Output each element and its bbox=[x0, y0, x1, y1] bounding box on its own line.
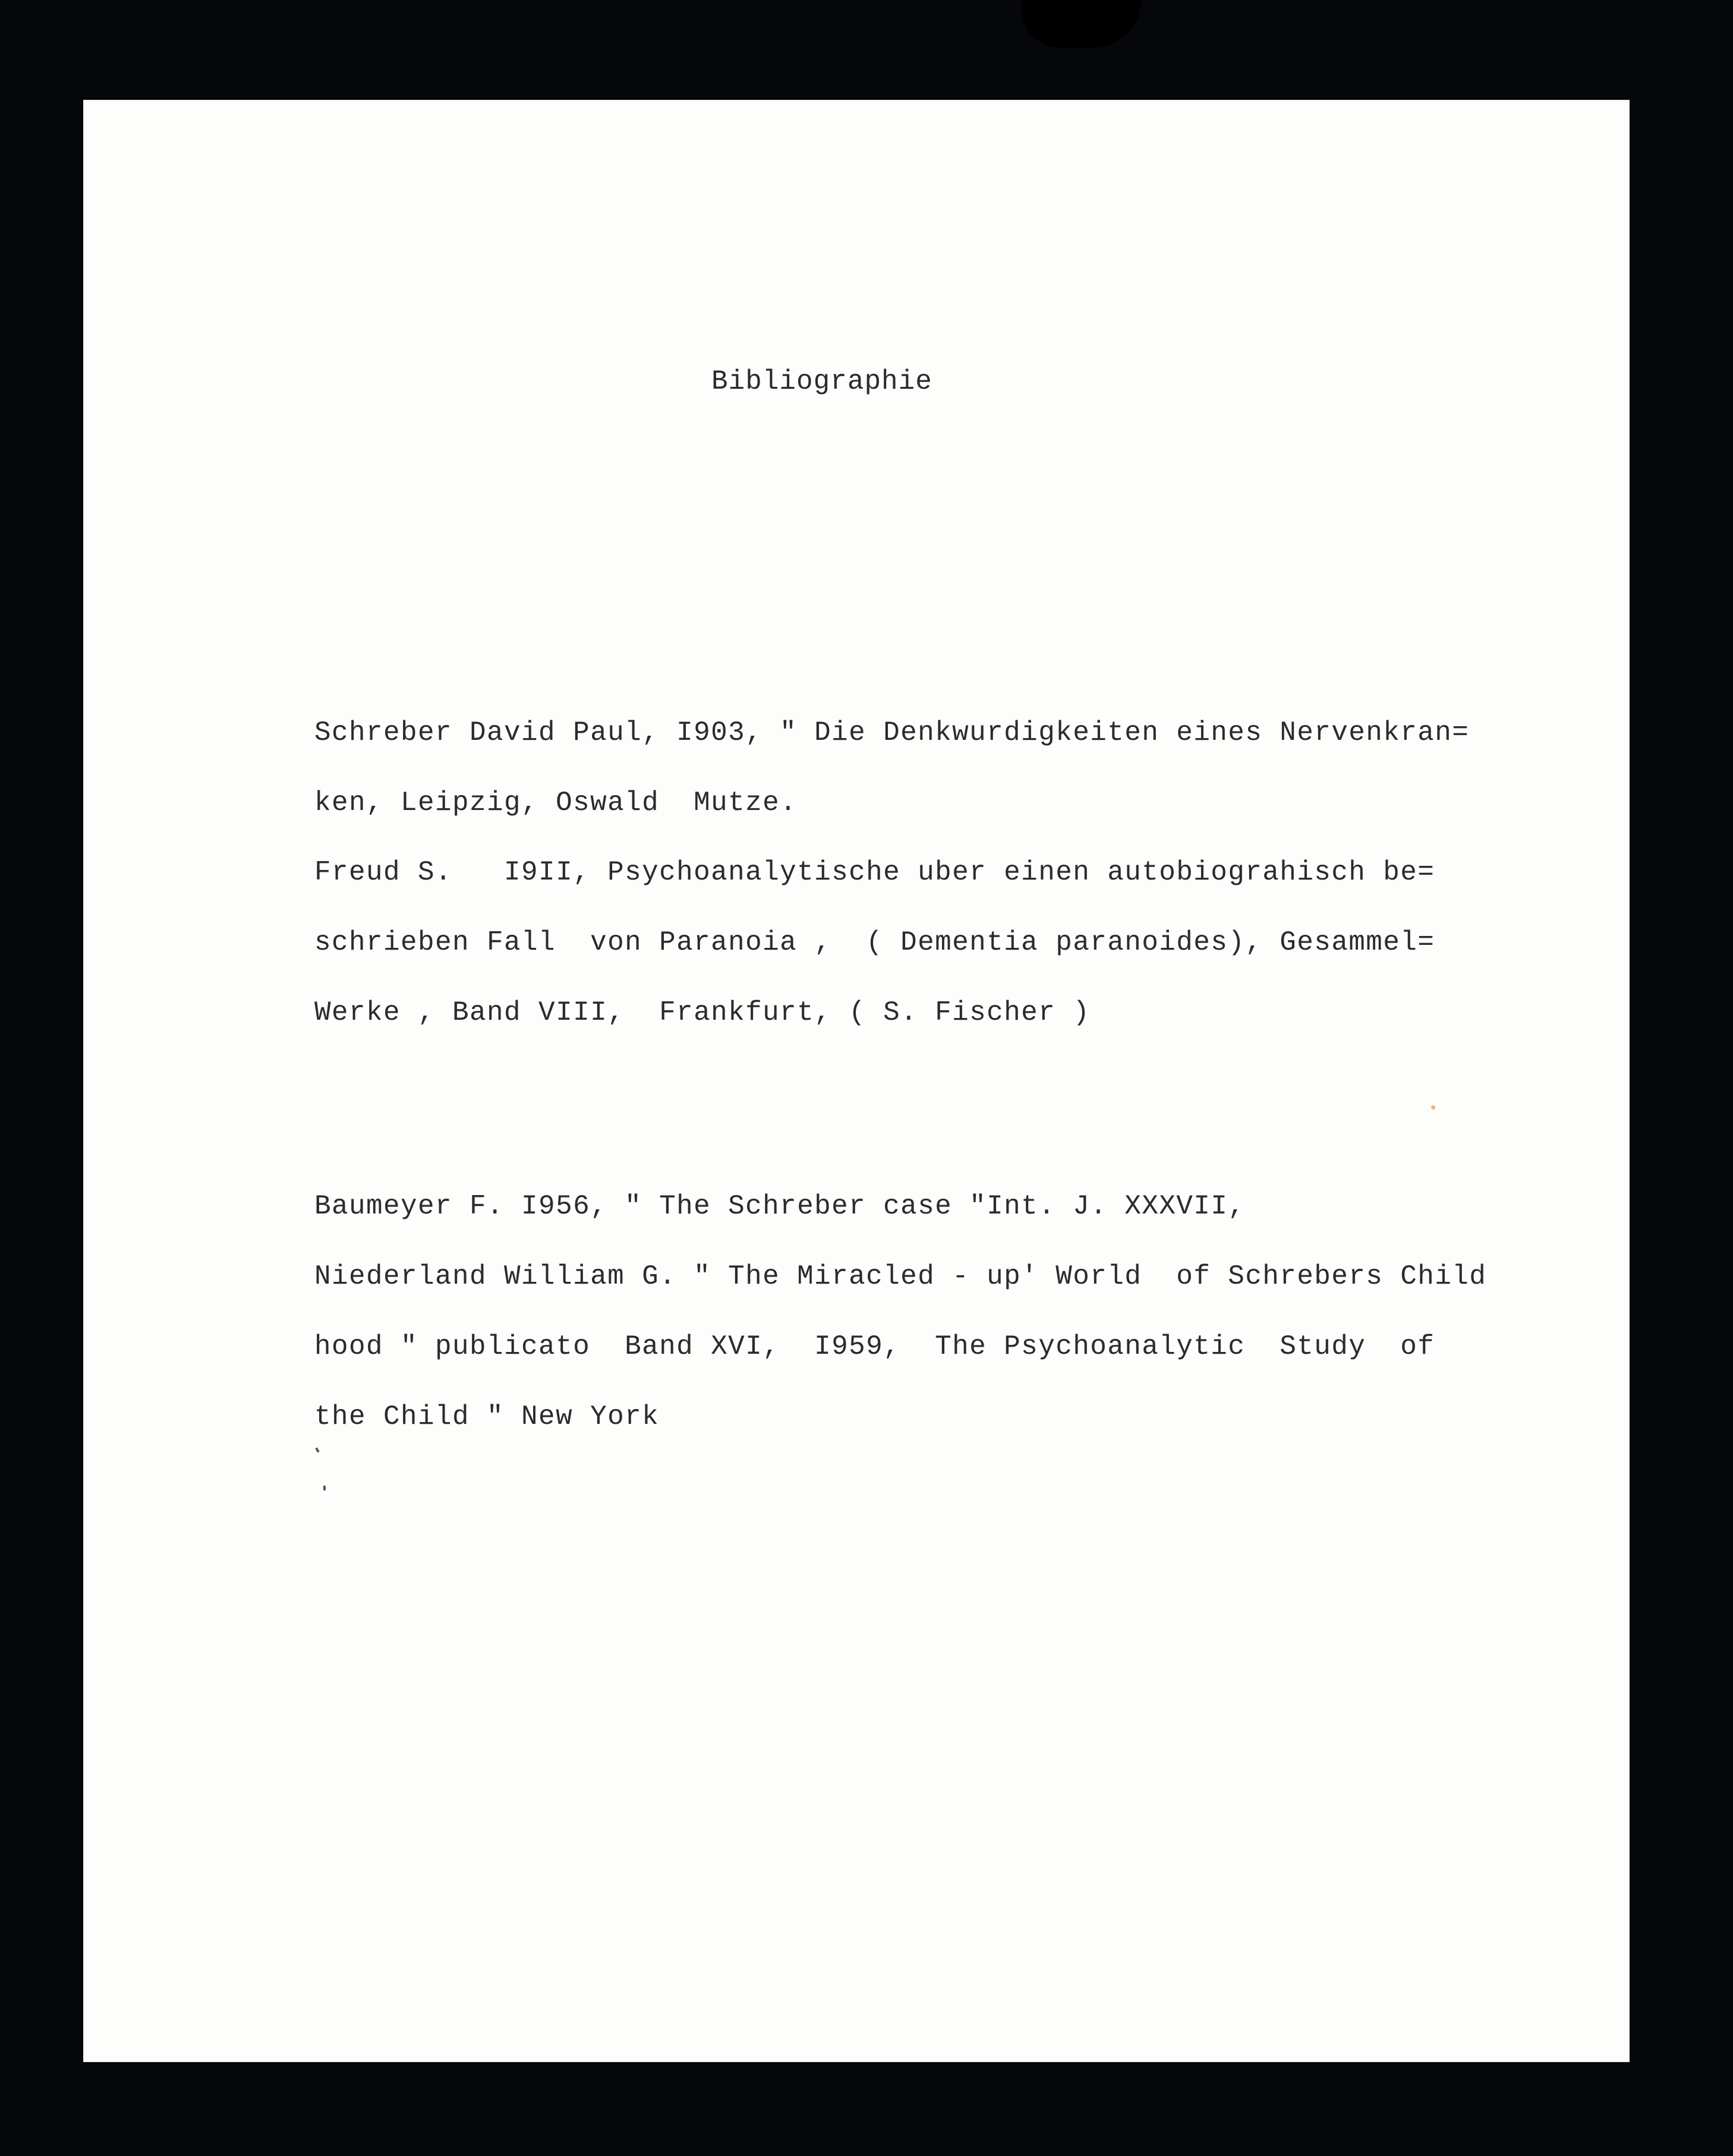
binder-clip bbox=[1022, 0, 1141, 48]
ink-speck bbox=[323, 1486, 326, 1490]
entry-niederland-line-3: the Child " New York bbox=[314, 1401, 660, 1432]
entry-schreber-line-1: Schreber David Paul, I903, " Die Denkwurdigkeiten eines Nervenkran= bbox=[314, 717, 1470, 748]
entry-freud-line-3: Werke , Band VIII, Frankfurt, ( S. Fischer ) bbox=[314, 997, 1091, 1028]
entry-niederland-line-2: hood " publicato Band XVI, I959, The Psychoanalytic Study of bbox=[314, 1331, 1435, 1362]
entry-freud-line-1: Freud S. I9II, Psychoanalytische uber einen autobiograhisch be= bbox=[314, 857, 1435, 888]
stain-dot bbox=[1431, 1105, 1435, 1109]
paper-sheet bbox=[83, 100, 1630, 2062]
document-title: Bibliographie bbox=[711, 366, 932, 397]
entry-schreber-line-2: ken, Leipzig, Oswald Mutze. bbox=[314, 787, 798, 818]
entry-niederland-line-1: Niederland William G. " The Miracled - up' World of Schrebers Child bbox=[314, 1261, 1487, 1292]
ink-speck bbox=[315, 1448, 319, 1453]
entry-freud-line-2: schrieben Fall von Paranoia , ( Dementia paranoides), Gesammel= bbox=[314, 927, 1435, 958]
entry-baumeyer-line-1: Baumeyer F. I956, " The Schreber case "Int. J. XXXVII, bbox=[314, 1191, 1246, 1222]
